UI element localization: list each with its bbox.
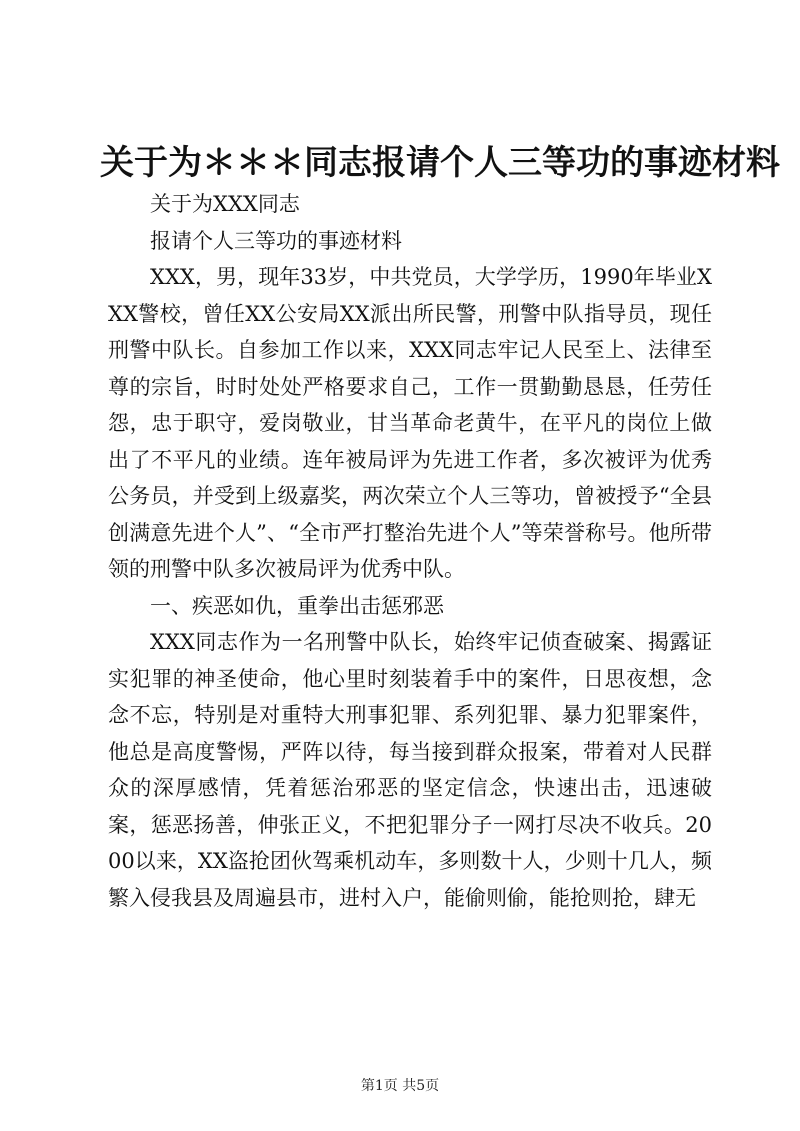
page-number-footer: 第1页 共5页 <box>360 1078 440 1094</box>
document-title: 关于为＊＊＊同志报请个人三等功的事迹材料 <box>100 143 780 183</box>
paragraph-subtitle-line2: 报请个人三等功的事迹材料 <box>150 228 402 253</box>
paragraph-intro: XXX，男，现年33岁，中共党员，大学学历，1990年毕业XXX警校，曾任XX公安局XX派出所民警，刑警中队指导员，现任刑警中队长。自参加工作以来，XXX同志牢记人民至上、法律至尊的宗旨，时时处处严格要求自己，工作一贯勤勤恳恳，任劳任怨，忠于职守，爱岗敬业，甘当革命老黄牛，在平凡的岗位上做出了不平凡的业绩。连年被局评为先进工作者，多次被评为优秀公务员，并受到上级嘉奖，两次荣立个人三等功，曾被授予“全县创满意先进个人”、“全市严打整治先进个人”等荣誉称号。他所带领的刑警中队多次被局评为优秀中队。 <box>108 265 712 581</box>
section-heading-1: 一、疾恶如仇，重拳出击惩邪恶 <box>150 593 444 618</box>
paragraph-section-1: XXX同志作为一名刑警中队长，始终牢记侦查破案、揭露证实犯罪的神圣使命，他心里时刻装着手中的案件，日思夜想，念念不忘，特别是对重特大刑事犯罪、系列犯罪、暴力犯罪案件，他总是高度警惕，严阵以待，每当接到群众报案，带着对人民群众的深厚感情，凭着惩治邪恶的坚定信念，快速出击，迅速破案，惩恶扬善，伸张正义，不把犯罪分子一网打尽决不收兵。2000以来，XX盗抢团伙驾乘机动车，多则数十人，少则十几人，频繁入侵我县及周遍县市，进村入户，能偷则偷，能抢则抢，肆无 <box>108 630 712 910</box>
paragraph-subtitle-line1: 关于为XXX同志 <box>150 192 300 216</box>
document-body <box>108 186 712 916</box>
